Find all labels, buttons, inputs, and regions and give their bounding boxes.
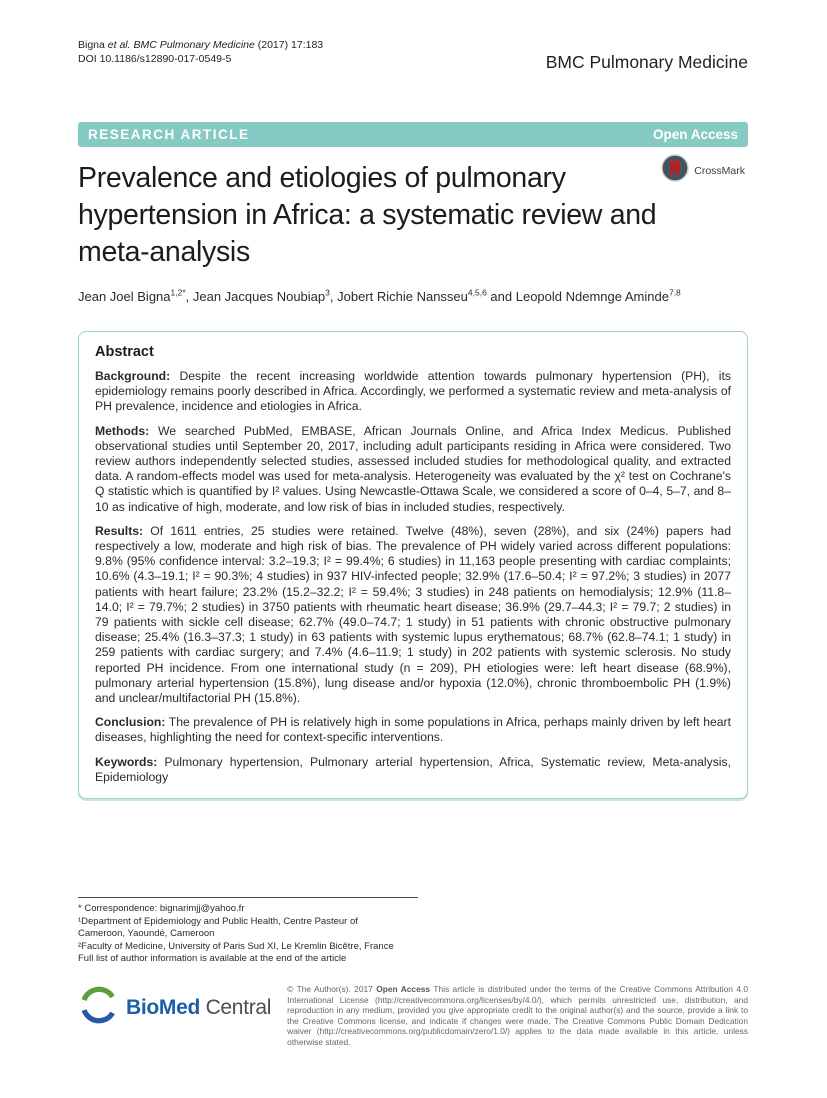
biomed-circle-icon [78, 984, 120, 1031]
publisher-strip [78, 984, 748, 1048]
abstract-section-conclusion [95, 715, 731, 745]
license-text [287, 984, 748, 1048]
citation-journal-italic: et al. BMC Pulmonary Medicine [107, 39, 255, 51]
citation-line: Bigna et al. BMC Pulmonary Medicine (2017) 17:183 [78, 39, 324, 51]
abstract-box [78, 331, 748, 799]
abstract-section-methods [95, 424, 731, 515]
section-label: Conclusion: [95, 715, 166, 730]
footnotes-block [78, 897, 418, 966]
author-name: Leopold Ndemnge Aminde [515, 289, 669, 304]
abstract-section-results [95, 524, 731, 706]
author-separator: and [486, 289, 516, 304]
license-open-access: Open Access [376, 984, 431, 994]
author-separator: , [329, 289, 338, 304]
section-text: Despite the recent increasing worldwide attention towards pulmonary hypertension (PH), its epidemiology remains poorly described in Africa. Accordingly, we performed a systematic review and meta-analysis of PH prevalence, incidence and etiologies in Africa. [95, 369, 731, 414]
journal-name: BMC Pulmonary Medicine [545, 52, 748, 72]
author [516, 289, 681, 304]
biomed-central-wordmark [126, 996, 271, 1020]
author [78, 289, 193, 304]
article-title: Prevalence and etiologies of pulmonary hypertension in Africa: a systematic review and meta-analysis [78, 162, 657, 268]
section-text: We searched PubMed, EMBASE, African Journals Online, and Africa Index Medicus. Published observational studies until September 20, 2017, including adult participants residing in Africa were considered. Two review authors independently selected studies, assessed included studies for methodological quality, and extracted data. A random-effects model was used for meta-analysis. Heterogeneity was evaluated by the χ² test on Cochrane's Q statistic which is quantified by I² values. Using Newcastle-Ottawa Scale, we considered a score of 0–4, 5–7, and 8–10 as indicative of high, moderate, and low risk of bias in included studies, respectively. [95, 423, 731, 514]
author [337, 289, 516, 304]
abstract-section-background [95, 369, 731, 415]
author-superscript: 4,5,6 [467, 287, 487, 298]
section-text: Pulmonary hypertension, Pulmonary arterial hypertension, Africa, Systematic review, Meta-analysis, Epidemiology [95, 754, 731, 784]
correspondence-note: * Correspondence: bignarimjj@yahoo.fr [78, 903, 245, 914]
author-name: Jean Jacques Noubiap [192, 289, 326, 304]
header-citation [78, 38, 323, 66]
doi-line: DOI 10.1186/s12890-017-0549-5 [78, 53, 232, 65]
section-label: Keywords: [95, 754, 158, 769]
author-superscript: 1,2* [170, 287, 186, 298]
abstract-heading: Abstract [95, 344, 154, 360]
section-label: Background: [95, 369, 171, 383]
article-type-label: RESEARCH ARTICLE [88, 127, 250, 142]
author [193, 289, 337, 304]
author-separator: , [185, 289, 193, 304]
author-name: Jobert Richie Nansseu [337, 289, 468, 304]
research-article-banner [78, 122, 748, 147]
abstract-section-keywords [95, 755, 731, 785]
affiliation-line: ²Faculty of Medicine, University of Paris Sud XI, Le Kremlin Bicêtre, France [78, 940, 394, 952]
section-label: Results: [95, 523, 144, 538]
author-superscript: 7,8 [668, 287, 681, 298]
biomed-central-logo [78, 984, 271, 1031]
license-body: This article is distributed under the terms of the Creative Commons Attribution 4.0 International License (http://creativecommons.org/licenses/by/4.0/), which permits unrestricted use, distribution, and reproduction in any medium, provided you give appropriate credit to the original author(s) and the source, provide a link to the Creative Commons license, and indicate if changes were made. The Creative Commons Public Domain Dedication waiver (http://creativecommons.org/publicdomain/zero/1.0/) applies to the data made available in this article, unless otherwise stated. [287, 984, 748, 1047]
license-prefix: © The Author(s). 2017 [287, 984, 377, 994]
section-label: Methods: [95, 423, 150, 438]
logo-central-text: Central [200, 995, 272, 1019]
author-list [78, 289, 748, 304]
section-text: The prevalence of PH is relatively high in some populations in Africa, perhaps mainly driven by left heart diseases, highlighting the need for context-specific interventions. [95, 715, 731, 745]
affiliation-line: ¹Department of Epidemiology and Public Health, Centre Pasteur of [78, 915, 358, 927]
author-superscript: 3 [325, 287, 330, 298]
author-info-note: Full list of author information is available at the end of the article [78, 953, 347, 964]
author-name: Jean Joel Bigna [78, 289, 171, 304]
open-access-label: Open Access [652, 127, 738, 142]
affiliation-line: Cameroon, Yaoundé, Cameroon [78, 928, 215, 939]
section-text: Of 1611 entries, 25 studies were retained. Twelve (48%), seven (28%), and six (24%) papers had respectively a low, moderate and high risk of bias. The prevalence of PH widely varied across different populations: 9.8% (95% confidence interval: 3.2–19.3; I² = 99.4%; 6 studies) in 11,163 people presenting with cardiac complaints; 10.6% (4.3–19.1; I² = 90.3%; 4 studies) in 937 HIV-infected people; 32.9% (17.6–50.4; I² = 97.2%; 3 studies) in 2077 patients with heart failure; 23.2% (15.2–32.2; I² = 59.4%; 3 studies) in 248 patients on hemodialysis; 12.9% (11.8–14.0; I² = 79.7%; 2 studies) in 3750 patients with rheumatic heart disease; 36.9% (29.7–44.3; I² = 79.7; 2 studies) in 79 patients with sickle cell disease; 62.7% (49.0–74.7; 1 study) in 51 patients with chronic obstructive pulmonary disease; 25.4% (16.3–37.3; 1 study) in 63 patients with systemic lupus erythematous; 68.7% (62.8–74.1; 1 study) in 259 patients with cardiac surgery; and 7.4% (4.6–11.9; 1 study) in 202 patients with systemic sclerosis. No study reported PH incidence. From one international study (n = 209), PH etiologies were: left heart disease (68.9%), pulmonary arterial hypertension (15.8%), lung disease and/or hypoxia (12.0%), chronic thromboembolic PH (1.9%) and unclear/multifactorial PH (15.8%). [95, 523, 731, 706]
crossmark-label: CrossMark [694, 164, 745, 177]
logo-biomed-text: BioMed [126, 995, 201, 1019]
